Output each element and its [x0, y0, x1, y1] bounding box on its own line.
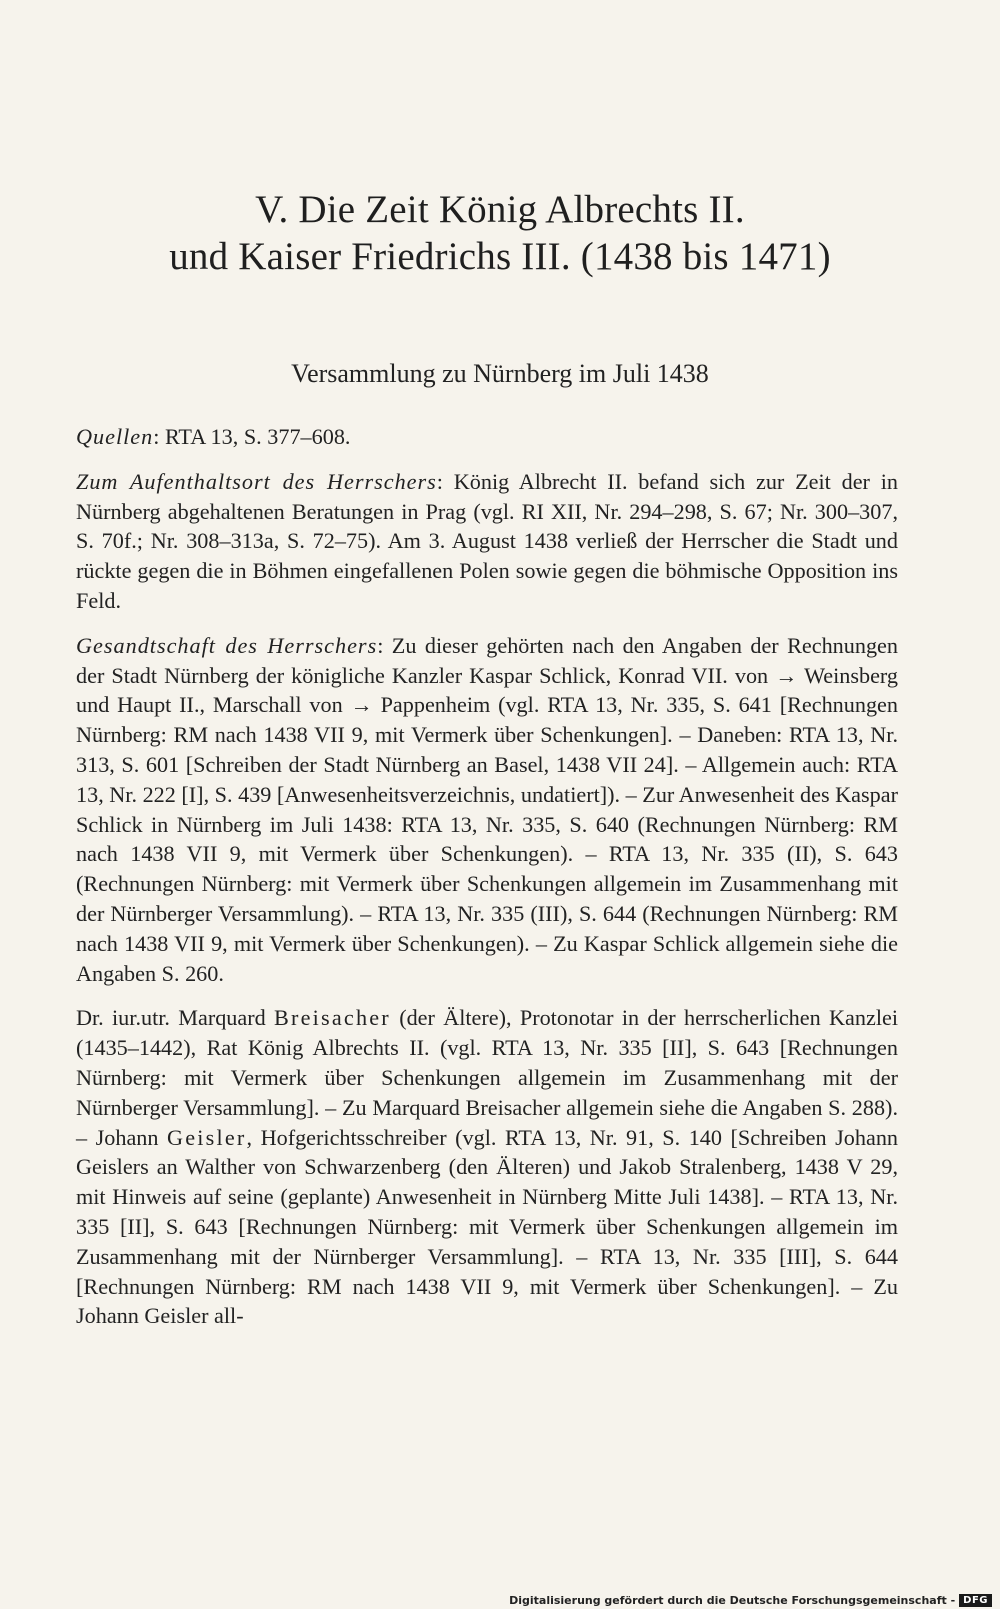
person-name-breisacher: Breisacher	[274, 1005, 391, 1031]
paragraph-gap	[76, 988, 898, 1003]
section-title: Versammlung zu Nürnberg im Juli 1438	[291, 359, 709, 388]
paragraph-text-aufenthalt: : König Albrecht II. befand sich zur Zeit der in Nürnberg abgehaltenen Beratungen in Prag (vgl. RI XII, Nr. 294–298, S. 67; Nr. 300–307, S. 70f.; Nr. 308–313a, S. 72–75). Am 3. August 1438 verließ der Herrscher die Stadt und rückte gegen die in Böhmen eingefallenen Polen sowie gegen die böhmische Opposition ins Feld.	[76, 468, 898, 613]
paragraph-lead-quellen: Quellen	[76, 424, 154, 449]
chapter-title-line-1: V. Die Zeit König Albrechts II.	[255, 188, 745, 231]
paragraph-gesandtschaft	[76, 631, 898, 989]
chapter-title	[0, 186, 1000, 280]
footer-credit: Digitalisierung gefördert durch die Deutsche Forschungsgemeinschaft -	[509, 1594, 956, 1607]
digitization-footer	[509, 1594, 992, 1607]
paragraph-lead-gesandtschaft: Gesandtschaft des Herrschers	[76, 632, 378, 658]
paragraph-breisacher	[76, 1003, 898, 1331]
paragraph-text-breisacher-post: , Hofgerichtsschreiber (vgl. RTA 13, Nr. 91, S. 140 [Schreiben Johann Geislers an Walther von Schwarzenberg (den Älteren) und Jakob Stralenberg, 1438 V 29, mit Hinweis auf seine (geplante) Anwesenheit in Nürnberg Mitte Juli 1438]. – RTA 13, Nr. 335 [II], S. 643 [Rechnungen Nürnberg: mit Vermerk über Schenkungen allgemein im Zusammenhang mit der Nürnberger Versammlung]. – RTA 13, Nr. 335 [III], S. 644 [Rechnungen Nürnberg: RM nach 1438 VII 9, mit Vermerk über Schenkungen]. – Zu Johann Geisler all-	[76, 1124, 899, 1329]
person-name-geisler: Geisler	[167, 1124, 247, 1150]
paragraph-lead-aufenthalt: Zum Aufenthaltsort des Herrschers	[76, 468, 437, 494]
dfg-logo: DFG	[959, 1594, 992, 1607]
paragraph-text-breisacher-pre: Dr. iur.utr. Marquard	[76, 1005, 275, 1031]
paragraph-aufenthalt	[76, 467, 898, 616]
paragraph-text-quellen: : RTA 13, S. 377–608.	[153, 424, 351, 449]
paragraph-text-gesandtschaft: : Zu dieser gehörten nach den Angaben der Rechnungen der Stadt Nürnberg der königliche Kanzler Kaspar Schlick, Konrad VII. von → Weinsberg und Haupt II., Marschall von → Pappenheim (vgl. RTA 13, Nr. 335, S. 641 [Rechnungen Nürnberg: RM nach 1438 VII 9, mit Vermerk über Schenkungen]. – Daneben: RTA 13, Nr. 313, S. 601 [Schreiben der Stadt Nürnberg an Basel, 1438 VII 24]. – Allgemein auch: RTA 13, Nr. 222 [I], S. 439 [Anwesenheitsverzeichnis, undatiert]). – Zur Anwesenheit des Kaspar Schlick in Nürnberg im Juli 1438: RTA 13, Nr. 335, S. 640 (Rechnungen Nürnberg: RM nach 1438 VII 9, mit Vermerk über Schenkungen). – RTA 13, Nr. 335 (II), S. 643 (Rechnungen Nürnberg: mit Vermerk über Schenkungen allgemein im Zusammenhang mit der Nürnberger Versammlung). – RTA 13, Nr. 335 (III), S. 644 (Rechnungen Nürnberg: RM nach 1438 VII 9, mit Vermerk über Schenkungen). – Zu Kaspar Schlick allgemein siehe die Angaben S. 260.	[76, 632, 899, 986]
chapter-title-line-2: und Kaiser Friedrichs III. (1438 bis 1471)	[169, 235, 831, 278]
paragraph-text-breisacher-mid: (der Ältere), Protonotar in der herrscherlichen Kanzlei (1435–1442), Rat König Albrechts II. (vgl. RTA 13, Nr. 335 [II], S. 643 [Rechnungen Nürnberg: mit Vermerk über Schenkungen allgemein im Zusammenhang mit der Nürnberger Versammlung]. – Zu Marquard Breisacher allgemein siehe die Angaben S. 288). – Johann	[76, 1005, 898, 1150]
body-text	[76, 422, 898, 1331]
paragraph-quellen	[76, 422, 898, 452]
paragraph-gap	[76, 452, 898, 467]
paragraph-gap	[76, 616, 898, 631]
